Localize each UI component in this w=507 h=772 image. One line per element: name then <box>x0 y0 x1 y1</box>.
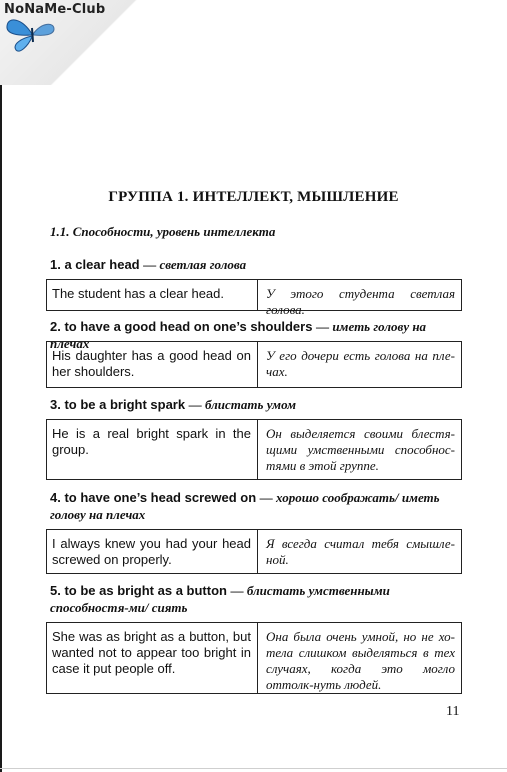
idiom: 5. to be as bright as a button <box>50 583 227 598</box>
idiom-translation: — светлая голова <box>143 257 247 272</box>
example-english: She was as bright as a button, but wanted not to appear too bright in case it put people off. <box>47 623 258 693</box>
example-table <box>46 529 462 574</box>
example-english: He is a real bright spark in the group. <box>47 420 258 479</box>
example-russian: У его дочери есть голова на пле-чах. <box>266 348 455 379</box>
example-russian: У этого студента светлая голова. <box>266 286 455 317</box>
idiom-translation: — иметь голову на плечах <box>50 319 427 351</box>
idiom-translation: — блистать умственными способностя-ми/ сиять <box>50 583 390 615</box>
book-spine <box>0 0 2 772</box>
page-number: 11 <box>446 704 460 719</box>
entry-heading <box>50 396 462 413</box>
entry-heading <box>50 582 462 616</box>
example-russian: Она была очень умной, но не хо-тела слишком выделяться в тех случаях, когда это могло оттолк-нуть людей. <box>266 629 455 692</box>
example-table <box>46 419 462 480</box>
idiom: 4. to have one’s head screwed on <box>50 490 257 505</box>
example-russian: Я всегда считал тебя смышле-ной. <box>266 536 455 567</box>
idiom-translation: — блистать умом <box>188 397 296 412</box>
watermark <box>0 0 140 85</box>
page-title: ГРУППА 1. ИНТЕЛЛЕКТ, МЫШЛЕНИЕ <box>108 189 399 205</box>
idiom: 1. a clear head <box>50 257 140 272</box>
example-english: I always knew you had your head screwed on properly. <box>47 530 258 573</box>
example-table <box>46 622 462 694</box>
idiom: 2. to have a good head on one’s shoulders <box>50 319 313 334</box>
butterfly-icon <box>4 14 60 54</box>
watermark-text: NoNaMe-Club <box>4 2 106 17</box>
entry-heading <box>50 489 462 523</box>
entry-heading <box>50 256 462 273</box>
page-edge <box>0 768 507 769</box>
example-table <box>46 341 462 388</box>
idiom: 3. to be a bright spark <box>50 397 186 412</box>
section-title: 1.1. Способности, уровень интеллекта <box>50 224 276 239</box>
example-table <box>46 279 462 317</box>
idiom-translation: — хорошо соображать/ иметь голову на плечах <box>50 490 440 522</box>
example-english: His daughter has a good head on her shoulders. <box>47 342 258 387</box>
example-russian: Он выделяется своими блестя-щими умственными способнос-тями в этой группе. <box>266 426 455 473</box>
example-english: The student has a clear head. <box>47 280 258 310</box>
